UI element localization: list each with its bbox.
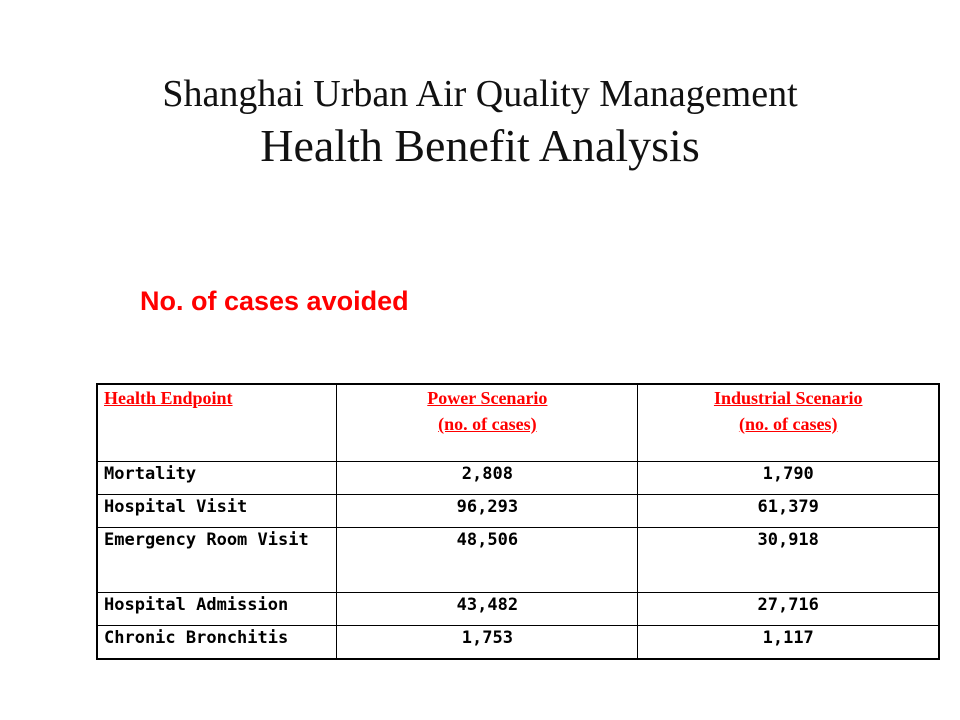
cell-endpoint: Emergency Room Visit <box>97 528 337 593</box>
table-row <box>97 626 939 660</box>
health-benefit-table <box>96 383 940 660</box>
cell-endpoint: Chronic Bronchitis <box>97 626 337 660</box>
title-line-2: Health Benefit Analysis <box>260 120 700 171</box>
cell-endpoint: Hospital Admission <box>97 593 337 626</box>
cell-industrial: 27,716 <box>638 593 939 626</box>
table-row <box>97 593 939 626</box>
header-sublabel: (no. of cases) <box>438 414 537 434</box>
header-health-endpoint <box>97 384 337 462</box>
cell-industrial: 1,790 <box>638 462 939 495</box>
cell-power: 43,482 <box>337 593 638 626</box>
cell-power: 1,753 <box>337 626 638 660</box>
cell-industrial: 61,379 <box>638 495 939 528</box>
subtitle: No. of cases avoided <box>140 286 409 316</box>
table-header-row <box>97 384 939 462</box>
cell-power: 48,506 <box>337 528 638 593</box>
header-power-scenario <box>337 384 638 462</box>
table-row <box>97 462 939 495</box>
cell-industrial: 1,117 <box>638 626 939 660</box>
title-line-1: Shanghai Urban Air Quality Management <box>162 73 798 115</box>
cell-endpoint: Hospital Visit <box>97 495 337 528</box>
header-industrial-scenario <box>638 384 939 462</box>
table-row <box>97 495 939 528</box>
cell-power: 2,808 <box>337 462 638 495</box>
header-label: Power Scenario <box>427 388 548 408</box>
header-label: Health Endpoint <box>104 388 233 408</box>
header-sublabel: (no. of cases) <box>738 414 838 434</box>
cell-power: 96,293 <box>337 495 638 528</box>
slide-title <box>0 70 960 174</box>
header-label: Industrial Scenario <box>713 388 863 408</box>
cell-industrial: 30,918 <box>638 528 939 593</box>
cell-endpoint: Mortality <box>97 462 337 495</box>
table-row <box>97 528 939 593</box>
